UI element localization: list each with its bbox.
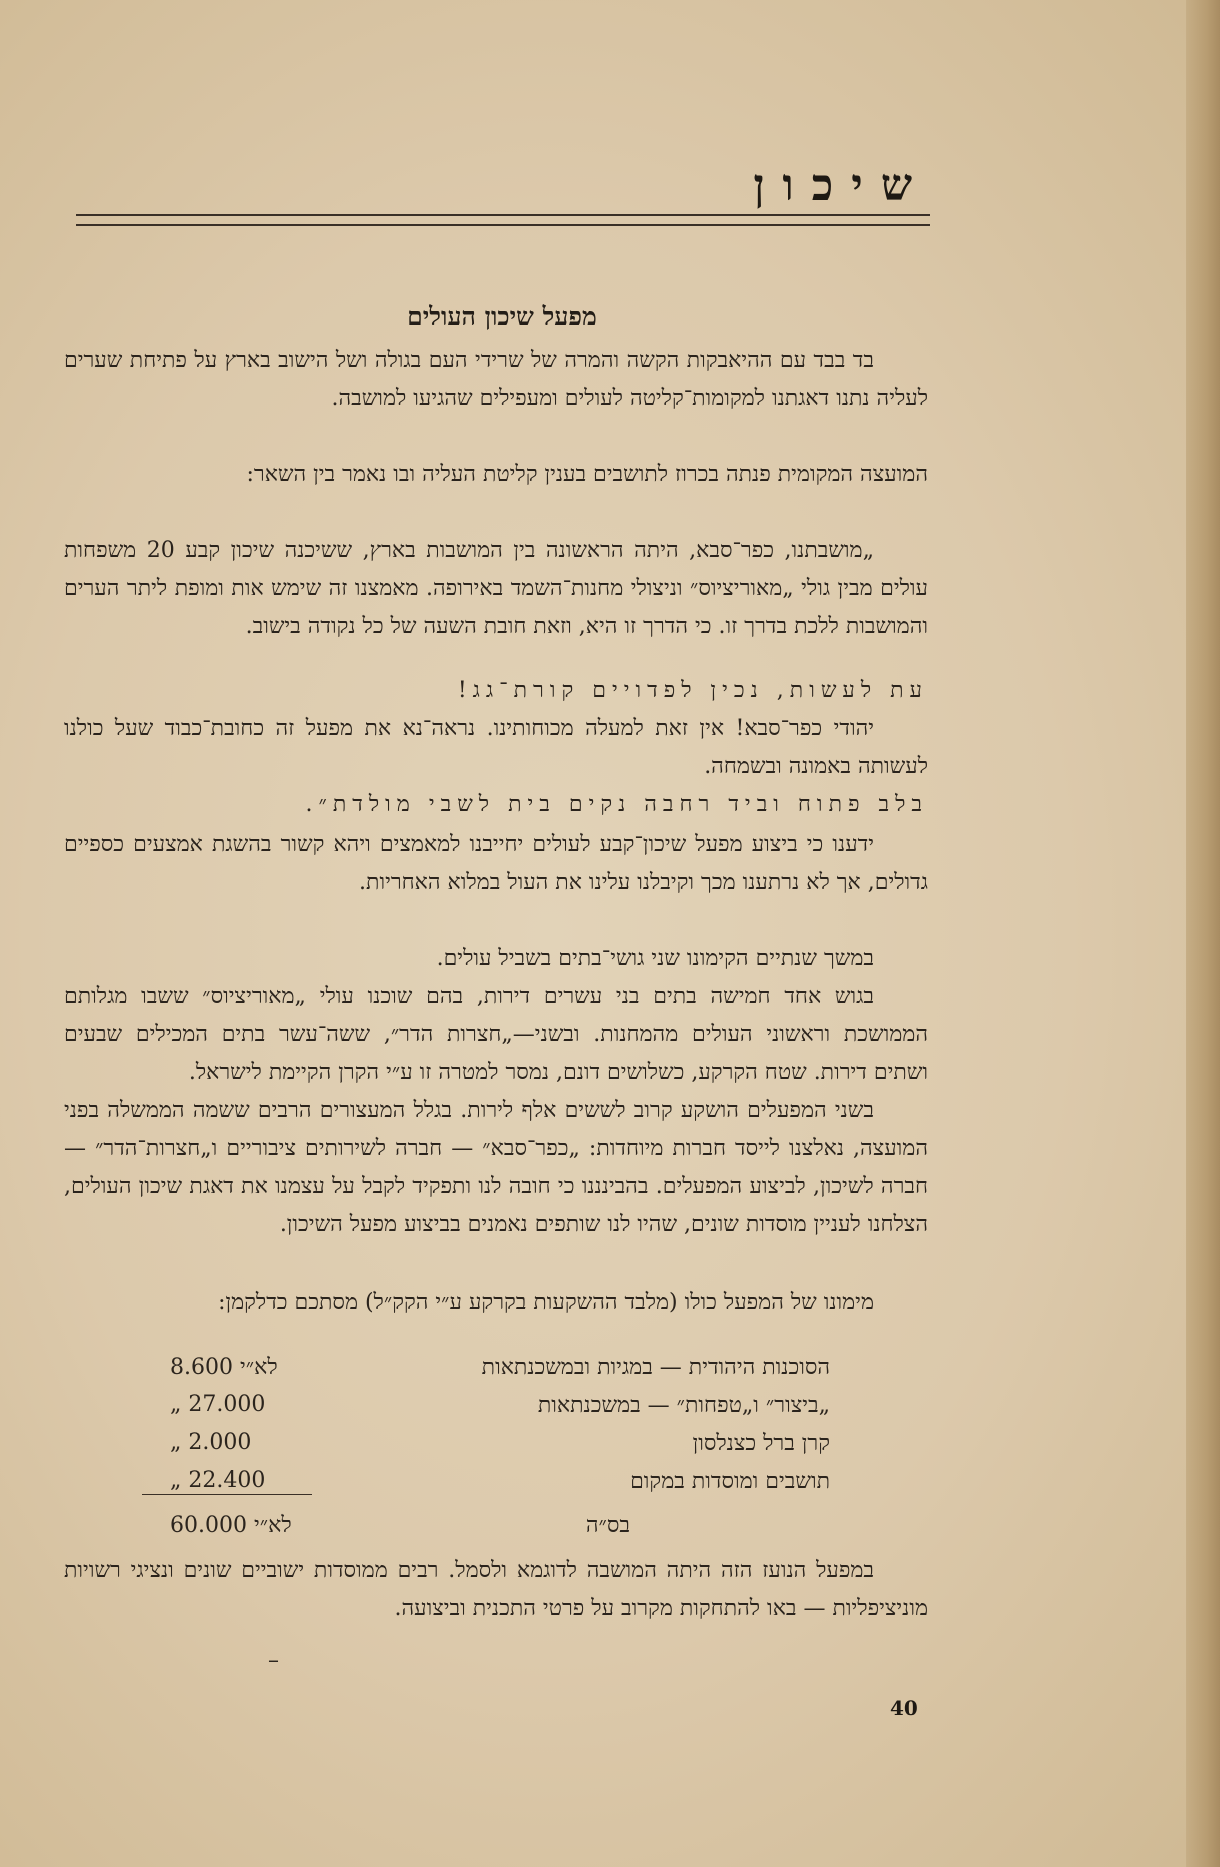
quote-paragraph: יהודי כפר־סבא! אין זאת למעלה מכוחותינו. נראה־נא את מפעל זה כחובת־כבוד שעל כולנו לעשותה באמונה ובשמחה. <box>64 716 928 779</box>
budget-row <box>170 1392 830 1430</box>
budget-amount: „ 22.400 <box>170 1468 266 1493</box>
budget-row <box>170 1430 830 1468</box>
spaced-quote-line: בלב פתוח וביד רחבה נקים בית לשבי מולדת״. <box>305 792 928 817</box>
budget-amount: 8.600 לא״י <box>170 1355 278 1380</box>
total-amount: 60.000 לא״י <box>170 1513 292 1538</box>
paragraph: מימונו של המפעל כולו (מלבד ההשקעות בקרקע ע״י הקק״ל) מסתכם כדלקמן: <box>218 1290 874 1315</box>
title-double-rule <box>76 214 930 226</box>
article-title: מפעל שיכון העולים <box>407 302 597 331</box>
page-edge <box>1186 0 1220 1867</box>
total-label: בס״ה <box>585 1513 630 1538</box>
budget-source: הסוכנות היהודית — במגיות ובמשכנתאות <box>481 1355 830 1380</box>
paragraph: המועצה המקומית פנתה בכרוז לתושבים בענין קליטת העליה ובו נאמר בין השאר: <box>246 462 928 487</box>
paragraph: במפעל הנועז הזה היתה המושבה לדוגמא ולסמל. רבים ממוסדות ישוביים שונים ונציגי רשויות מוניציפליות — באו להתחקות מקרוב על פרטי התכנית וביצועה. <box>64 1558 928 1621</box>
budget-table <box>170 1354 830 1506</box>
quote-paragraph: „מושבתנו, כפר־סבא, היתה הראשונה בין המושבות בארץ, ששיכנה שיכון קבע 20 משפחות עולים מבין גולי „מאוריציוס״ וניצולי מחנות־השמד באירופה. מאמצנו זה שימש אות ומופת ליתר הערים והמושבות ללכת בדרך זו. כי הדרך זו היא, וזאת חובת השעה של כל נקודה בישוב. <box>64 538 928 639</box>
sum-line <box>142 1494 312 1495</box>
paragraph: ידענו כי ביצוע מפעל שיכון־קבע לעולים יחייבנו למאמצים ויהא קשור בהשגת אמצעים כספיים גדולים, אך לא נרתענו מכך וקיבלנו עלינו את העול במלוא האחריות. <box>64 832 928 895</box>
paragraph: בשני המפעלים הושקע קרוב לששים אלף לירות. בגלל המעצורים הרבים ששמה הממשלה בפני המועצה, נאלצנו לייסד חברות מיוחדות: „כפר־סבא״ — חברה לשירותים ציבוריים ו„חצרות־הדר״ — חברה לשיכון, לביצוע המפעלים. בהבינננו כי חובה לנו ותפקיד לקבל על עצמנו את דאגת שיכון העולים, הצלחנו לעניין מוסדות שונים, שהיו לנו שותפים נאמנים בביצוע מפעל השיכון. <box>64 1098 928 1237</box>
budget-amount: „ 2.000 <box>170 1430 252 1455</box>
budget-source: קרן ברל כצנלסון <box>692 1431 830 1456</box>
budget-source: תושבים ומוסדות במקום <box>630 1469 830 1494</box>
budget-total-row <box>170 1512 830 1550</box>
end-dash: – <box>268 1648 279 1673</box>
budget-source: „ביצור״ ו„טפחות״ — במשכנתאות <box>537 1393 830 1418</box>
section-title: שיכון <box>753 160 930 211</box>
paragraph: בד בבד עם ההיאבקות הקשה והמרה של שרידי העם בגולה ושל הישוב בארץ על פתיחת שערים לעליה נתנו דאגתנו למקומות־קליטה לעולים ומעפילים שהגיעו למושבה. <box>64 348 928 411</box>
budget-row <box>170 1354 830 1392</box>
budget-amount: „ 27.000 <box>170 1392 266 1417</box>
budget-row <box>170 1468 830 1506</box>
spaced-quote-line: עת לעשות, נכין לפדויים קורת־גג! <box>457 678 928 703</box>
paragraph: במשך שנתיים הקימונו שני גושי־בתים בשביל עולים. <box>436 946 874 971</box>
paragraph: בגוש אחד חמישה בתים בני עשרים דירות, בהם שוכנו עולי „מאוריציוס״ ששבו מגלותם הממושכת וראשוני העולים מהמחנות. ובשני—„חצרות הדר״, ששה־עשר בתים המכילים שבעים ושתים דירות. שטח הקרקע, כשלושים דונם, נמסר למטרה זו ע״י הקרן הקיימת לישראל. <box>64 984 928 1085</box>
page-number: 40 <box>890 1696 918 1720</box>
